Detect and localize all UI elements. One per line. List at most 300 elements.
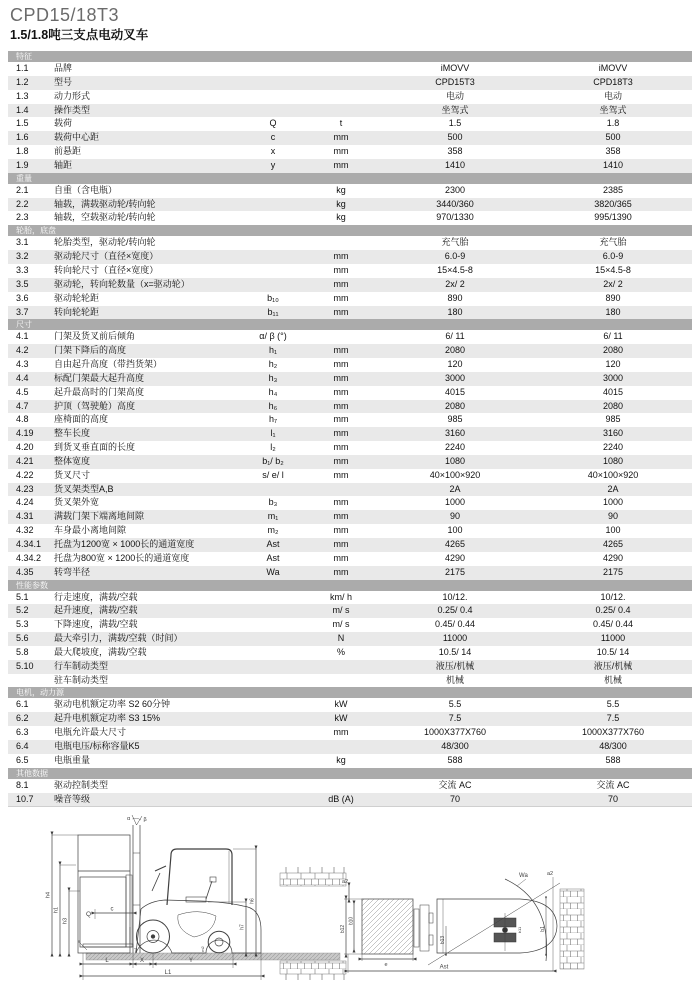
row-value-model1: 970/1330 <box>436 212 474 223</box>
row-index: 1.5 <box>16 118 29 129</box>
table-row <box>8 552 692 566</box>
row-value-model1: 10/12. <box>442 591 468 602</box>
wall-top <box>280 873 349 886</box>
row-value-model2: 3000 <box>602 372 624 383</box>
row-description: 轮胎类型，驱动轮/转向轮 <box>54 237 156 248</box>
row-value-model2: 充气胎 <box>599 237 627 248</box>
table-row <box>8 604 692 618</box>
row-index: 1.6 <box>16 132 29 143</box>
row-unit: kg <box>336 212 346 223</box>
row-symbol: c <box>270 132 276 143</box>
table-row <box>8 524 692 538</box>
row-unit: mm <box>333 497 349 508</box>
row-value-model1: 3000 <box>444 372 466 383</box>
section-header: 性能参数 <box>8 580 692 591</box>
table-row <box>8 145 692 159</box>
row-unit: kg <box>336 184 346 195</box>
row-symbol <box>240 591 306 605</box>
row-index: 3.3 <box>16 264 29 275</box>
row-value-model1: 0.25/ 0.4 <box>437 605 473 616</box>
row-value-model2: 3160 <box>602 428 624 439</box>
row-description: 驱动轮，转向轮数量（x=驱动轮） <box>54 278 190 289</box>
row-unit: mm <box>333 539 349 549</box>
label-b10: b10 <box>348 917 355 926</box>
row-description: 转向轮轮距 <box>54 306 100 317</box>
row-unit: kW <box>334 699 348 710</box>
label-h4: h4 <box>45 892 52 899</box>
row-symbol: x <box>270 146 276 157</box>
row-description: 起升电机额定功率 S3 15% <box>54 713 161 724</box>
section-header: 轮胎，底盘 <box>8 225 692 236</box>
label-wa: Wa <box>519 873 528 880</box>
label-h7: h7 <box>239 924 246 931</box>
label-L1: L1 <box>164 970 172 977</box>
page-title: CPD15/18T3 <box>10 5 120 25</box>
row-value-model2: 70 <box>607 793 618 804</box>
row-index: 4.2 <box>16 345 29 356</box>
row-index: 5.6 <box>16 633 29 644</box>
row-value-model2: 2385 <box>602 184 624 195</box>
row-symbol <box>240 604 306 618</box>
table-row <box>8 427 692 441</box>
ground-strip <box>86 953 340 960</box>
row-index: 1.2 <box>16 76 29 87</box>
row-value-model2: 2080 <box>602 345 624 356</box>
row-description: 座椅面的高度 <box>54 414 109 425</box>
table-row <box>8 712 692 726</box>
table-row <box>8 726 692 740</box>
table-row <box>8 344 692 358</box>
row-description: 载荷中心距 <box>54 132 100 143</box>
row-index: 4.1 <box>16 331 29 342</box>
row-index: 8.1 <box>16 779 29 790</box>
row-value-model2: 10/12. <box>600 591 626 602</box>
section-body <box>8 591 692 688</box>
row-value-model2: CPD18T3 <box>593 76 633 87</box>
section-body <box>8 62 692 173</box>
row-value-model2: 0.45/ 0.44 <box>592 619 634 630</box>
row-value-model1: 500 <box>447 132 463 143</box>
row-symbol: l₂ <box>270 442 276 453</box>
row-description: 最大爬坡度，满载/空载 <box>54 646 147 657</box>
row-symbol: m₁ <box>267 511 279 522</box>
row-index: 6.5 <box>16 754 29 765</box>
row-value-model2: 985 <box>605 414 621 425</box>
row-description: 驱动电机额定功率 S2 60分钟 <box>54 699 171 710</box>
row-unit: mm <box>333 386 349 397</box>
row-unit <box>306 236 376 250</box>
row-symbol: α/ β (°) <box>259 331 287 342</box>
table-row <box>8 264 692 278</box>
table-row <box>8 131 692 145</box>
row-index: 1.8 <box>16 146 29 157</box>
row-description: 托盘为800宽 × 1200长的通道宽度 <box>54 552 190 563</box>
table-row <box>8 740 692 754</box>
row-unit: % <box>336 646 345 657</box>
row-description: 轴载，满载驱动轮/转向轮 <box>54 198 156 209</box>
row-value-model2: 100 <box>605 525 621 536</box>
row-value-model2: 2x/ 2 <box>603 278 623 289</box>
row-symbol <box>240 698 306 712</box>
row-unit: m/ s <box>332 619 350 630</box>
row-value-model1: 2080 <box>444 345 466 356</box>
row-unit: mm <box>333 511 349 522</box>
row-symbol <box>240 264 306 278</box>
row-value-model1: 90 <box>449 511 460 522</box>
label-alpha: α <box>127 816 131 823</box>
table-row <box>8 413 692 427</box>
label-b12: b12 <box>340 925 346 934</box>
row-value-model2: 2080 <box>602 400 624 411</box>
row-value-model1: 0.45/ 0.44 <box>434 619 476 630</box>
row-description: 托盘为1200宽 × 1000长的通道宽度 <box>54 539 195 549</box>
row-index: 3.7 <box>16 306 29 317</box>
row-value-model2: 4290 <box>602 552 624 563</box>
row-value-model2: 坐驾式 <box>599 104 627 115</box>
row-value-model2: 995/1390 <box>594 212 632 223</box>
table-row <box>8 660 692 674</box>
row-value-model2: 2240 <box>602 442 624 453</box>
label-b1: b1 <box>540 926 546 933</box>
row-index: 6.1 <box>16 699 29 710</box>
row-index: 5.3 <box>16 619 29 630</box>
row-unit: mm <box>333 442 349 453</box>
row-unit: mm <box>333 146 349 157</box>
row-description: 驱动轮尺寸（直径×宽度） <box>54 251 159 262</box>
row-description: 电瓶允许最大尺寸 <box>54 727 127 738</box>
table-row <box>8 250 692 264</box>
row-index: 6.3 <box>16 727 29 738</box>
row-index: 2.3 <box>16 212 29 223</box>
row-index: 4.24 <box>16 497 34 508</box>
row-unit: mm <box>333 414 349 425</box>
row-unit: mm <box>333 159 349 170</box>
row-symbol <box>240 278 306 292</box>
row-value-model1: 6.0-9 <box>444 251 466 262</box>
row-value-model1: 11000 <box>442 633 468 644</box>
row-description: 护顶（驾驶舱）高度 <box>54 400 136 411</box>
row-value-model2: 机械 <box>603 674 622 685</box>
row-index: 4.5 <box>16 386 29 397</box>
label-e: e <box>384 962 388 969</box>
row-value-model1: 1000X377X760 <box>423 727 487 738</box>
row-symbol <box>240 726 306 740</box>
table-row <box>8 184 692 198</box>
row-index: 4.23 <box>16 483 34 494</box>
row-unit <box>306 660 376 674</box>
row-symbol <box>240 236 306 250</box>
row-description: 自由起升高度（带挡货架） <box>54 359 163 370</box>
section-body <box>8 698 692 767</box>
row-description: 货叉架类型A,B <box>54 483 114 494</box>
section-header: 特征 <box>8 51 692 62</box>
row-description: 驻车制动类型 <box>54 674 109 685</box>
row-description: 整体宽度 <box>54 455 91 466</box>
row-value-model1: 6/ 11 <box>445 331 465 342</box>
title-block <box>0 0 700 43</box>
row-unit: t <box>339 118 343 129</box>
table-row <box>8 358 692 372</box>
row-symbol <box>240 211 306 225</box>
row-unit: mm <box>333 552 349 563</box>
row-description: 最大牵引力，满载/空载（时间） <box>54 633 183 644</box>
row-value-model1: CPD15T3 <box>435 76 475 87</box>
row-value-model1: 1000 <box>444 497 466 508</box>
row-description: 转向轮尺寸（直径×宽度） <box>54 264 159 275</box>
row-symbol: m₂ <box>267 525 279 536</box>
row-symbol <box>240 250 306 264</box>
row-unit: mm <box>333 345 349 356</box>
row-unit: mm <box>333 359 349 370</box>
row-value-model2: 1410 <box>602 159 624 170</box>
row-index: 4.20 <box>16 442 34 453</box>
row-symbol <box>240 104 306 118</box>
label-m2: m2 <box>200 946 205 953</box>
row-value-model2: 0.25/ 0.4 <box>595 605 631 616</box>
row-symbol <box>240 779 306 793</box>
row-symbol <box>240 483 306 497</box>
row-unit: mm <box>333 566 349 577</box>
row-index: 4.21 <box>16 455 34 466</box>
row-value-model2: 1000X377X760 <box>581 727 645 738</box>
row-value-model2: 1080 <box>602 455 624 466</box>
section-header: 尺寸 <box>8 319 692 330</box>
table-row <box>8 372 692 386</box>
row-symbol <box>240 90 306 104</box>
row-unit: mm <box>333 469 349 480</box>
row-unit: m/ s <box>332 605 350 616</box>
row-symbol <box>240 646 306 660</box>
table-row <box>8 90 692 104</box>
row-index: 3.5 <box>16 278 29 289</box>
table-row <box>8 306 692 320</box>
table-row <box>8 441 692 455</box>
row-value-model2: 40×100×920 <box>587 469 639 480</box>
row-symbol <box>240 793 306 807</box>
row-value-model2: 15×4.5-8 <box>595 264 631 275</box>
row-index: 5.1 <box>16 591 29 602</box>
wall-right <box>560 889 584 969</box>
row-unit: dB (A) <box>328 793 354 804</box>
table-row <box>8 455 692 469</box>
row-symbol: h₁ <box>268 345 278 356</box>
row-value-model1: 5.5 <box>448 699 462 710</box>
label-h6: h6 <box>249 898 256 905</box>
row-symbol <box>240 76 306 90</box>
label-a2-left: a2 <box>342 879 349 886</box>
row-unit: mm <box>333 455 349 466</box>
table-row <box>8 198 692 212</box>
row-symbol: b₁₁ <box>267 306 279 317</box>
row-description: 货叉架外宽 <box>54 497 100 508</box>
spec-table <box>8 51 692 807</box>
label-c: c <box>110 906 114 913</box>
table-row <box>8 104 692 118</box>
forklift-diagrams-svg <box>0 813 700 994</box>
row-symbol: h₃ <box>268 372 278 383</box>
section-body <box>8 236 692 319</box>
row-value-model1: iMOVV <box>440 63 470 73</box>
row-symbol: Wa <box>266 566 280 577</box>
row-value-model1: 15×4.5-8 <box>437 264 473 275</box>
row-symbol <box>240 618 306 632</box>
label-h3: h3 <box>62 918 69 925</box>
row-unit <box>306 76 376 90</box>
table-row <box>8 591 692 605</box>
table-row <box>8 117 692 131</box>
table-row <box>8 211 692 225</box>
section-body <box>8 330 692 579</box>
row-value-model1: 7.5 <box>448 713 462 724</box>
row-index: 1.1 <box>16 63 29 73</box>
row-unit: mm <box>333 132 349 143</box>
row-unit: mm <box>333 306 349 317</box>
table-row <box>8 278 692 292</box>
row-description: 行走速度，满载/空载 <box>54 591 138 602</box>
row-index: 1.9 <box>16 159 29 170</box>
row-index: 10.7 <box>16 793 34 804</box>
row-value-model2: 1000 <box>602 497 624 508</box>
row-index: 4.32 <box>16 525 34 536</box>
row-index: 2.2 <box>16 198 29 209</box>
row-unit <box>306 674 376 688</box>
row-unit: mm <box>333 525 349 536</box>
row-value-model1: 交流 AC <box>438 779 472 790</box>
row-index: 4.3 <box>16 359 29 370</box>
row-value-model1: 4290 <box>444 552 466 563</box>
row-value-model2: 120 <box>605 359 621 370</box>
row-description: 电瓶重量 <box>54 754 91 765</box>
row-value-model2: 4015 <box>602 386 624 397</box>
row-value-model1: 588 <box>447 754 463 765</box>
row-unit: N <box>337 633 345 644</box>
row-index: 3.2 <box>16 251 29 262</box>
row-value-model2: 2A <box>607 483 619 494</box>
label-q: Q <box>86 911 92 919</box>
row-description: 自重（含电瓶） <box>54 184 118 195</box>
table-row <box>8 632 692 646</box>
row-unit <box>306 330 376 344</box>
row-index: 4.34.1 <box>16 539 42 549</box>
table-row <box>8 566 692 580</box>
pallet <box>362 899 413 954</box>
row-unit: kg <box>336 754 346 765</box>
table-row <box>8 469 692 483</box>
row-description: 标配门架最大起升高度 <box>54 372 145 383</box>
row-symbol: h₂ <box>268 359 278 370</box>
wall-bottom <box>280 961 346 974</box>
table-row <box>8 618 692 632</box>
table-row <box>8 330 692 344</box>
table-row <box>8 62 692 76</box>
row-value-model1: 180 <box>447 306 463 317</box>
row-value-model1: 3440/360 <box>436 198 474 209</box>
row-description: 转弯半径 <box>54 566 91 577</box>
row-unit: kW <box>334 713 348 724</box>
row-symbol: Ast <box>266 539 280 549</box>
row-symbol: y <box>270 159 276 170</box>
row-index: 4.4 <box>16 372 29 383</box>
row-value-model1: 坐驾式 <box>441 104 469 115</box>
row-unit <box>306 104 376 118</box>
side-view-diagram <box>46 815 341 980</box>
row-unit: mm <box>333 428 349 439</box>
row-symbol <box>240 184 306 198</box>
row-value-model1: 2300 <box>444 184 466 195</box>
row-symbol: s/ e/ l <box>262 469 284 480</box>
table-row <box>8 159 692 173</box>
row-value-model1: 1410 <box>444 159 466 170</box>
row-value-model1: 70 <box>449 793 460 804</box>
row-value-model1: 4015 <box>444 386 466 397</box>
row-symbol: h₇ <box>268 414 278 425</box>
table-row <box>8 236 692 250</box>
section-header: 电机，动力源 <box>8 687 692 698</box>
page-subtitle: 1.5/1.8吨三支点电动叉车 <box>10 28 149 42</box>
row-value-model1: 40×100×920 <box>429 469 481 480</box>
row-description: 车身最小离地间隙 <box>54 525 127 536</box>
row-symbol <box>240 712 306 726</box>
row-index: 4.8 <box>16 414 29 425</box>
table-row <box>8 779 692 793</box>
row-value-model2: 4265 <box>602 539 624 549</box>
row-value-model2: 交流 AC <box>596 779 630 790</box>
row-value-model1: 120 <box>447 359 463 370</box>
row-unit: km/ h <box>329 591 352 602</box>
row-symbol <box>240 754 306 768</box>
row-value-model2: 2175 <box>602 566 624 577</box>
row-description: 驱动控制类型 <box>54 779 109 790</box>
row-value-model2: 500 <box>605 132 621 143</box>
row-value-model1: 机械 <box>445 674 464 685</box>
row-value-model1: 10.5/ 14 <box>438 646 472 657</box>
row-unit <box>306 90 376 104</box>
row-description: 货叉尺寸 <box>54 469 91 480</box>
table-row <box>8 386 692 400</box>
row-value-model1: 1.5 <box>448 118 462 129</box>
row-value-model2: 5.5 <box>606 699 620 710</box>
row-value-model2: 电动 <box>603 90 622 101</box>
section-body <box>8 779 692 807</box>
row-value-model1: 2x/ 2 <box>445 278 465 289</box>
row-unit <box>306 62 376 76</box>
table-row <box>8 646 692 660</box>
label-a2-right: a2 <box>547 871 554 878</box>
row-symbol: b₁₀ <box>267 292 279 303</box>
row-unit: mm <box>333 400 349 411</box>
row-description: 门架下降后的高度 <box>54 345 127 356</box>
row-symbol: h₆ <box>268 400 278 411</box>
row-description: 起升速度，满载/空载 <box>54 605 138 616</box>
row-index: 5.2 <box>16 605 29 616</box>
row-index: 6.2 <box>16 713 29 724</box>
row-value-model2: 180 <box>605 306 621 317</box>
row-description: 噪音等级 <box>54 793 91 804</box>
table-row <box>8 496 692 510</box>
technical-drawings <box>0 813 700 999</box>
row-value-model1: 985 <box>447 414 463 425</box>
row-symbol <box>240 62 306 76</box>
row-index: 1.4 <box>16 104 29 115</box>
row-index: 6.4 <box>16 740 29 751</box>
row-index: 4.31 <box>16 511 34 522</box>
row-value-model1: 4265 <box>444 539 466 549</box>
row-value-model1: 液压/机械 <box>435 660 475 671</box>
row-index: 2.1 <box>16 184 29 195</box>
label-b11: b11 <box>517 927 522 934</box>
row-description: 行车制动类型 <box>54 660 109 671</box>
row-description: 下降速度，满载/空载 <box>54 619 138 630</box>
